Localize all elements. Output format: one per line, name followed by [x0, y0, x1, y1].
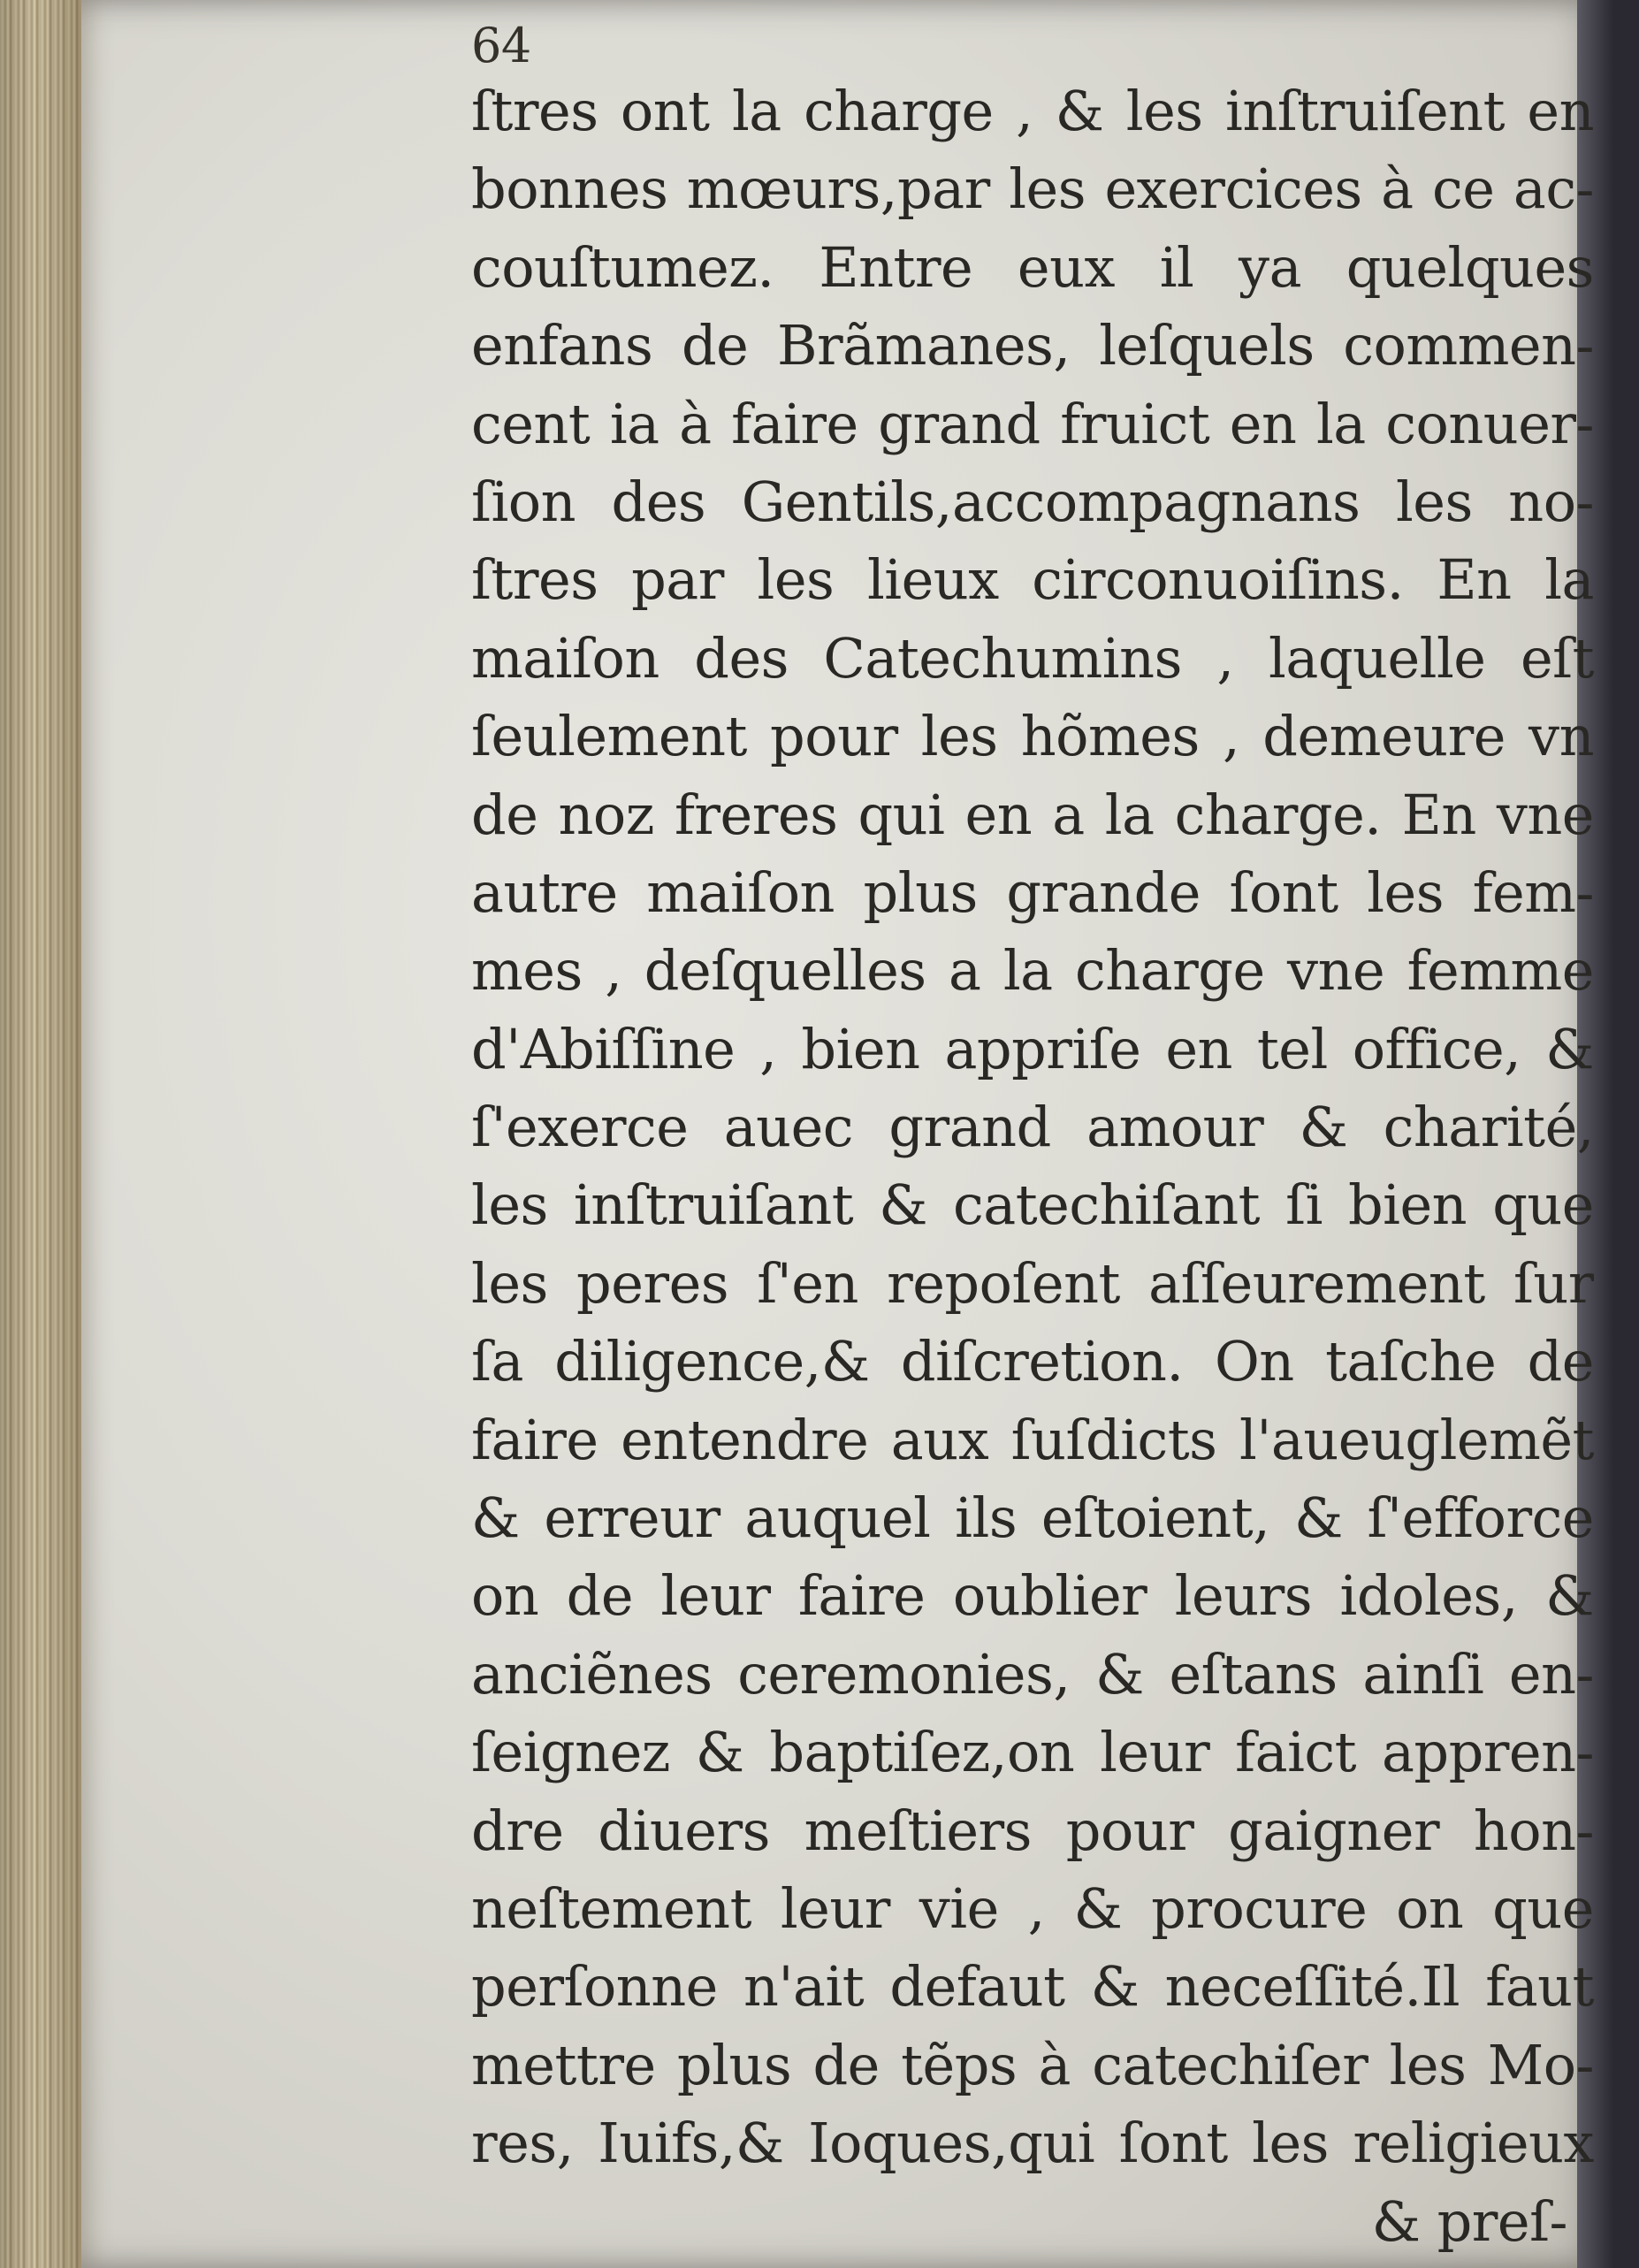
text-line: on de leur faire oublier leurs idoles, &	[471, 1563, 1594, 1629]
text-line: ſion des Gentils,accompagnans les no-	[471, 469, 1594, 534]
text-line: ſtres par les lieux circonuoiſins. En la	[471, 547, 1594, 613]
text-line: de noz freres qui en a la charge. En vne	[471, 782, 1594, 847]
text-line: d'Abiſſine , bien appriſe en tel office, &	[471, 1016, 1594, 1081]
text-line: dre diuers meſtiers pour gaigner hon-	[471, 1798, 1594, 1863]
text-line: les inſtruiſant & catechiſant ſi bien que	[471, 1172, 1594, 1238]
text-line: ſa diligence,& diſcretion. On taſche de	[471, 1329, 1594, 1394]
text-line: faire entendre aux ſuſdicts l'aueuglemẽt	[471, 1407, 1594, 1472]
text-line: cent ia à faire grand fruict en la conuer-	[471, 391, 1594, 456]
text-line: mettre plus de tẽps à catechiſer les Mo-	[471, 2032, 1594, 2097]
text-line: ſtres ont la charge , & les inſtruiſent en	[471, 79, 1594, 143]
text-line: enfans de Brãmanes, leſquels commen-	[471, 313, 1594, 378]
text-line: maiſon des Catechumins , laquelle eſt	[471, 625, 1594, 691]
text-line: ſeignez & baptiſez,on leur faict appren-	[471, 1720, 1594, 1785]
text-line: perſonne n'ait defaut & neceſſité.Il faut	[471, 1954, 1594, 2020]
text-line: couſtumez. Entre eux il ya quelques	[471, 234, 1594, 300]
text-line: mes , deſquelles a la charge vne femme	[471, 938, 1594, 1004]
text-line: res, Iuifs,& Ioques,qui ſont les religieux	[471, 2111, 1594, 2176]
text-line: neſtement leur vie , & procure on que	[471, 1875, 1594, 1941]
text-line: bonnes mœurs,par les exercices à ce ac-	[471, 157, 1594, 222]
text-block	[471, 19, 1594, 2261]
text-line: anciẽnes ceremonies, & eſtans ainſi en-	[471, 1641, 1594, 1707]
text-line: & erreur auquel ils eſtoient, & ſ'efforce	[471, 1485, 1594, 1551]
catchword-line: & preſ-	[1371, 2188, 1567, 2254]
text-line: les peres ſ'en repoſent aſſeurement ſur	[471, 1250, 1594, 1316]
text-line: ſ'exerce auec grand amour & charité,	[471, 1095, 1594, 1160]
text-line: autre maiſon plus grande ſont les fem-	[471, 859, 1594, 925]
page-number: 64	[471, 18, 531, 73]
text-line: ſeulement pour les hõmes , demeure vn	[471, 704, 1594, 769]
book-page-edges	[0, 0, 88, 2268]
